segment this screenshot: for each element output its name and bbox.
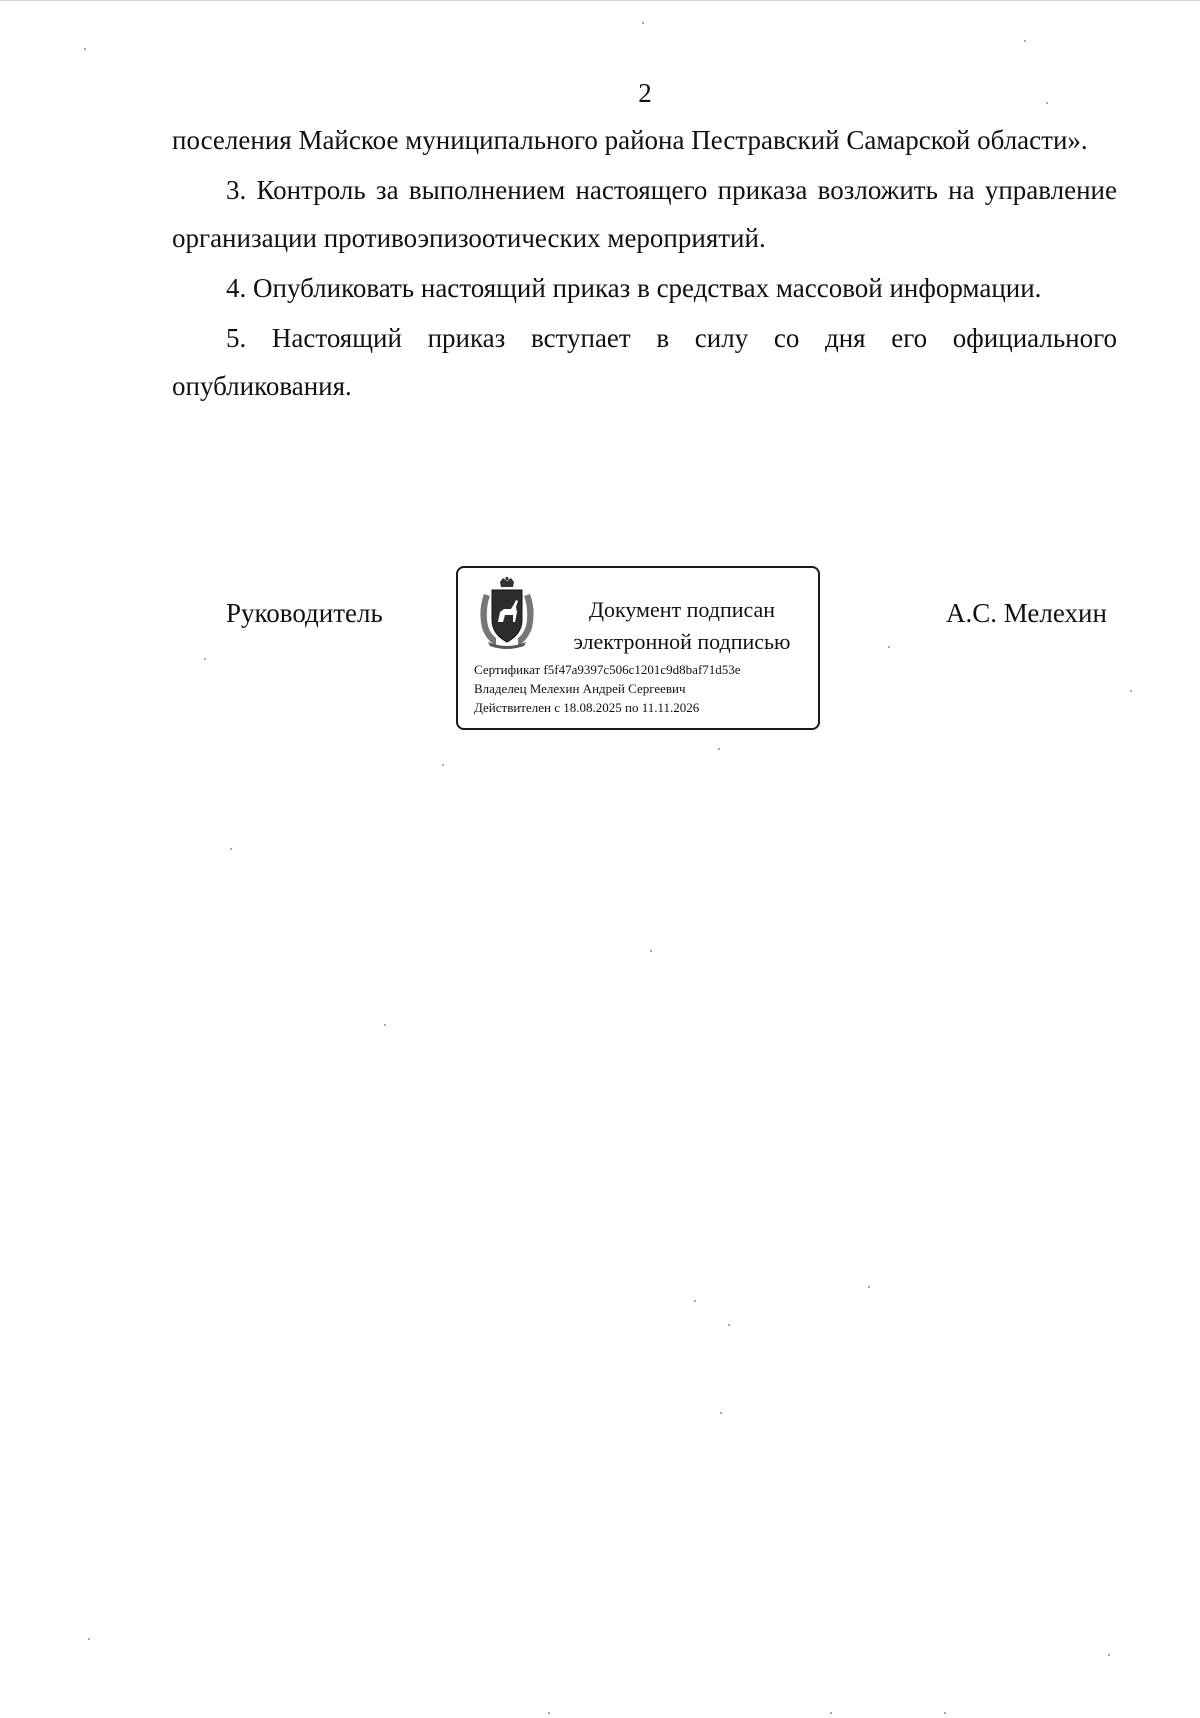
document-body xyxy=(172,116,1117,412)
stamp-details xyxy=(474,660,741,717)
scan-speck xyxy=(548,1712,550,1714)
scan-edge-line xyxy=(0,0,1200,1)
scan-speck xyxy=(442,764,444,766)
stamp-certificate: Сертификат f5f47a9397c506c1201c9d8baf71d53e xyxy=(474,662,741,677)
scan-speck xyxy=(384,1024,386,1026)
signer-position-title: Руководитель xyxy=(226,598,383,628)
scan-speck xyxy=(720,1412,722,1414)
scan-speck xyxy=(84,48,86,50)
scan-speck xyxy=(868,1286,870,1288)
electronic-signature-stamp xyxy=(456,566,820,730)
scan-speck xyxy=(642,22,644,24)
scan-speck xyxy=(888,646,890,648)
stamp-owner: Владелец Мелехин Андрей Сергеевич xyxy=(474,681,686,696)
scan-speck xyxy=(1108,1654,1110,1656)
paragraph-item-5: 5. Настоящий приказ вступает в силу со дня его официального опубликования. xyxy=(172,323,1117,401)
scan-speck xyxy=(944,1712,946,1714)
paragraph-item-4: 4. Опубликовать настоящий приказ в средствах массовой информации. xyxy=(226,273,1042,303)
scan-speck xyxy=(830,1712,832,1714)
scan-speck xyxy=(728,1324,730,1326)
stamp-title xyxy=(554,594,810,658)
scan-speck xyxy=(718,748,720,750)
stamp-title-line-2: электронной подписью xyxy=(573,629,791,654)
scan-speck xyxy=(204,658,206,660)
scan-speck xyxy=(694,1300,696,1302)
stamp-title-line-1: Документ подписан xyxy=(588,597,776,622)
scan-speck xyxy=(88,1638,90,1640)
coat-of-arms-icon xyxy=(474,576,540,650)
scan-speck xyxy=(1024,40,1026,42)
paragraph-continuation: поселения Майское муниципального района Пестравский Самарской области». xyxy=(172,125,1088,155)
scan-speck xyxy=(1046,102,1048,104)
signer-name: А.С. Мелехин xyxy=(946,598,1107,628)
scan-speck xyxy=(650,950,652,952)
stamp-validity: Действителен с 18.08.2025 по 11.11.2026 xyxy=(474,700,700,715)
paragraph-item-3: 3. Контроль за выполнением настоящего приказа возложить на управление организации противоэпизоотических мероприятий. xyxy=(172,175,1117,253)
scan-speck xyxy=(1130,690,1132,692)
page-number: 2 xyxy=(638,78,652,108)
scan-speck xyxy=(230,848,232,850)
